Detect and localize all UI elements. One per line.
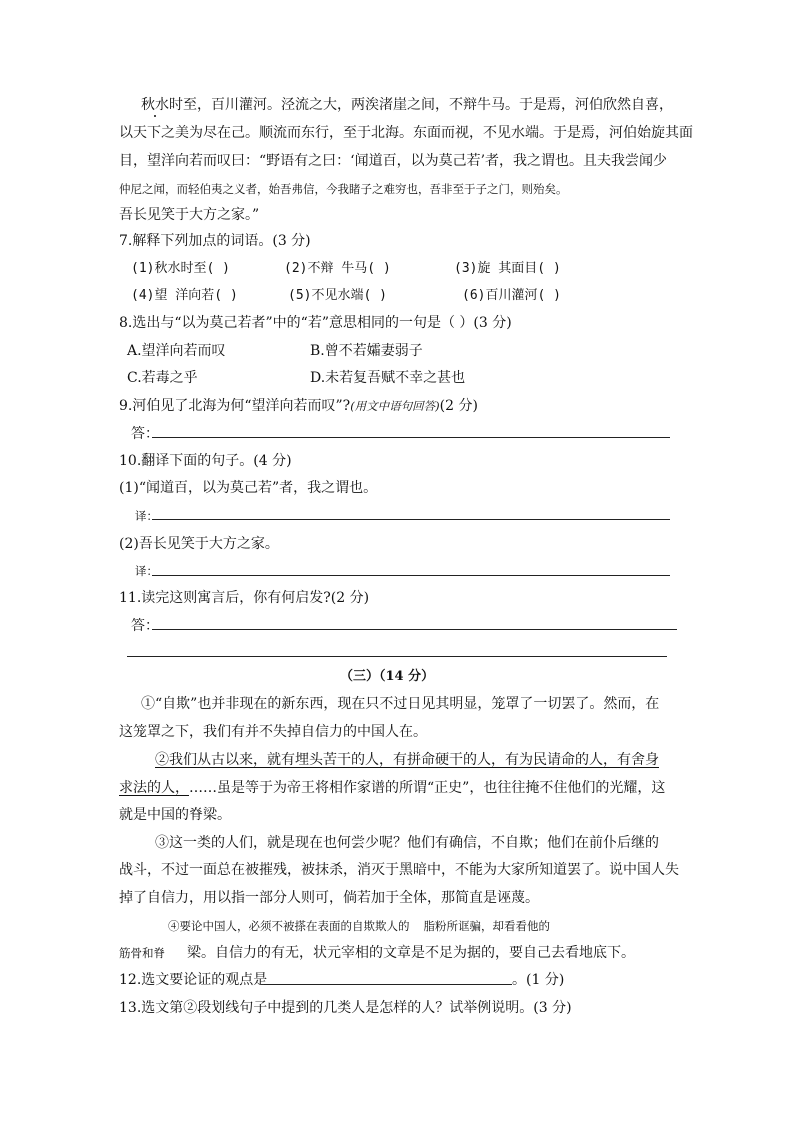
para2-underlined-text: 求法的人， (119, 780, 189, 796)
passage-line-5: 吾长见笑于大方之家。” (119, 207, 260, 223)
para2-line-2 (119, 779, 665, 797)
q8-title: 8.选出与“以为莫己若者”中的“若”意思相同的一句是（ ）(3 分) (119, 315, 512, 331)
q9-answer-label: 答： (131, 426, 159, 442)
q11-title: 11.读完这则寓言后，你有何启发?(2 分) (119, 590, 370, 606)
para2-line-3: 就是中国的脊梁。 (119, 807, 231, 823)
q7-item-6: (6)百川灌河( ) (462, 288, 561, 303)
q7-item-4: (4)望 洋向若( ) (131, 288, 238, 303)
para1-line-2: 这笼罩之下，我们有并不失掉自信力的中国人在。 (119, 724, 427, 740)
para3-line-3: 掉了自信力，用以指一部分人则可，倘若加于全体，那简直是诬蔑。 (119, 890, 539, 906)
passage-line-2: 以天下之美为尽在己。顺流而东行，至于北海。东面而视，不见水端。于是焉，河伯始旋其面 (119, 125, 693, 141)
q12-title-a: 12.选文要论证的观点是 (119, 972, 268, 988)
para1-line-1: ①“自欺”也并非现在的新东西，现在只不过日见其明显，笼罩了一切罢了。然而，在 (141, 696, 660, 712)
q12-title-b: 。(1 分) (512, 972, 565, 988)
q9-title-score: (2 分) (439, 398, 478, 414)
q12-answer-line[interactable] (264, 984, 512, 985)
passage-dotted-word: 秋水 (141, 97, 169, 113)
q11-answer-label: 答： (131, 618, 159, 634)
q9-title-hint: (用文中语句回答) (350, 399, 440, 413)
q10-answer-line-2[interactable] (152, 575, 670, 576)
para4-line-2 (119, 944, 635, 962)
q9-answer-line[interactable] (152, 437, 670, 438)
passage-line-1 (141, 96, 673, 114)
passage-line-4: 仲尼之闻，而轻伯夷之义者，始吾弗信，今我睹子之难穷也，吾非至于子之门，则殆矣。 (119, 182, 568, 196)
q8-option-d: D.未若复吾赋不幸之甚也 (310, 370, 466, 386)
q8-option-b: B.曾不若孀妻弱子 (310, 343, 423, 359)
para3-line-2: 战斗，不过一面总在被摧残，被抹杀，消灭于黑暗中，不能为大家所知道罢了。说中国人失 (119, 862, 679, 878)
q11-answer-line-1[interactable] (152, 629, 677, 630)
q10-trans-label-2: 译： (135, 564, 158, 578)
q8-option-c: C.若毒之乎 (127, 370, 198, 386)
q10-trans-label-1: 译： (135, 509, 158, 523)
q10-sentence-2: (2)吾长见笑于大方之家。 (119, 536, 279, 552)
section-heading: （三）（14 分） (340, 669, 435, 684)
q7-item-5: (5)不见水端( ) (288, 288, 387, 303)
q10-answer-line-1[interactable] (152, 519, 670, 520)
para4-line-1-part-a: ④要论中国人，必须不被搽在表面的自欺欺人的 (168, 919, 410, 933)
passage-line-3: 目，望洋向若而叹曰：“野语有之曰：‘闻道百，以为莫己若’者，我之谓也。且夫我尝闻少 (119, 153, 668, 169)
para2-line-2-rest: ……虽是等于为帝王将相作家谱的所谓“正史”，也往往掩不住他们的光耀，这 (189, 780, 666, 796)
q7-item-2: (2)不辩 牛马( ) (284, 261, 391, 276)
q9-title (119, 397, 478, 415)
para4-line-1-part-b: 脂粉所诓骗，却看看他的 (423, 919, 550, 933)
para3-line-1: ③这一类的人们，就是现在也何尝少呢？他们有确信，不自欺；他们在前仆后继的 (155, 835, 659, 851)
q7-item-1: (1)秋水时至( ) (131, 261, 230, 276)
q8-option-a: A.望洋向若而叹 (127, 343, 226, 359)
para4-line-1 (168, 917, 550, 935)
para4-line-2-part-b: 梁。自信力的有无，状元宰相的文章是不足为据的，要自己去看地底下。 (187, 945, 635, 961)
q7-item-3: (3)旋 其面目( ) (454, 261, 561, 276)
q7-title: 7.解释下列加点的词语。(3 分) (119, 233, 311, 249)
passage-line-1-rest: 时至，百川灌河。泾流之大，两涘渚崖之间，不辩牛马。于是焉，河伯欣然自喜， (169, 97, 673, 113)
q10-title: 10.翻译下面的句子。(4 分) (119, 453, 292, 469)
para4-line-2-part-a: 筋骨和脊 (119, 946, 165, 960)
q9-title-main: 9.河伯见了北海为何“望洋向若而叹”? (119, 398, 351, 414)
q13-title: 13.选文第②段划线句子中提到的几类人是怎样的人？试举例说明。(3 分) (119, 1000, 572, 1016)
para2-line-1: ②我们从古以来，就有埋头苦干的人，有拼命硬干的人，有为民请命的人，有舍身 (155, 752, 659, 768)
q11-answer-line-2[interactable] (127, 656, 667, 657)
q10-sentence-1: (1)“闻道百，以为莫己若”者，我之谓也。 (119, 480, 378, 496)
